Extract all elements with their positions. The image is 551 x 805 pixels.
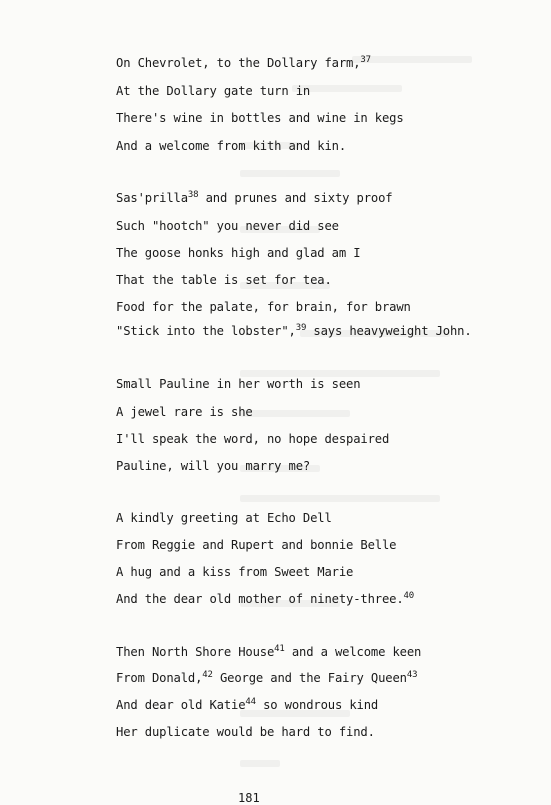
poem-line: Food for the palate, for brain, for brawn xyxy=(116,300,411,314)
footnote-ref: 44 xyxy=(245,697,256,707)
page-number: 181 xyxy=(238,791,260,805)
footnote-ref: 43 xyxy=(406,670,418,680)
poem-line: At the Dollary gate turn in xyxy=(116,84,311,98)
footnote-ref: 39 xyxy=(295,323,307,333)
footnote-ref: 37 xyxy=(360,55,371,65)
poem-line: From Reggie and Rupert and bonnie Belle xyxy=(116,538,397,552)
poem-line: And dear old Katie$^{44}$ so wondrous kind xyxy=(116,697,379,712)
poem-line: The goose honks high and glad am I xyxy=(116,246,361,260)
poem-line: There's wine in bottles and wine in kegs xyxy=(116,111,404,125)
footnote-ref: 41 xyxy=(274,644,285,654)
poem-line: Her duplicate would be hard to find. xyxy=(116,725,375,739)
poem-line: And a welcome from kith and kin. xyxy=(116,139,346,153)
poem-line: Small Pauline in her worth is seen xyxy=(116,377,361,391)
poem-line: A hug and a kiss from Sweet Marie xyxy=(116,565,354,579)
poem-line: On Chevrolet, to the Dollary farm,$^{37}$ xyxy=(116,55,371,70)
poem-line: A kindly greeting at Echo Dell xyxy=(116,511,332,525)
poem-line: Such "hootch" you never did see xyxy=(116,219,339,233)
poem-line: I'll speak the word, no hope despaired xyxy=(116,432,390,446)
footnote-ref: 42 xyxy=(202,670,213,680)
poem-line: "Stick into the lobster",$^{39}$ says heavyweight John. xyxy=(116,323,472,338)
poem-line: That the table is set for tea. xyxy=(116,273,332,287)
poem-line: Then North Shore House$^{41}$ and a welcome keen xyxy=(116,644,422,659)
poem-line: Sas'prilla$^{38}$ and prunes and sixty proof xyxy=(116,190,393,205)
footnote-ref: 40 xyxy=(403,591,415,601)
poem-line: And the dear old mother of ninety-three.$^{40}$ xyxy=(116,591,415,606)
poem-line: A jewel rare is she xyxy=(116,405,253,419)
footnote-ref: 38 xyxy=(187,190,199,200)
poem-line: From Donald,$^{42}$ George and the Fairy Queen$^{43}$ xyxy=(116,670,418,685)
poem-line: Pauline, will you marry me? xyxy=(116,459,311,473)
